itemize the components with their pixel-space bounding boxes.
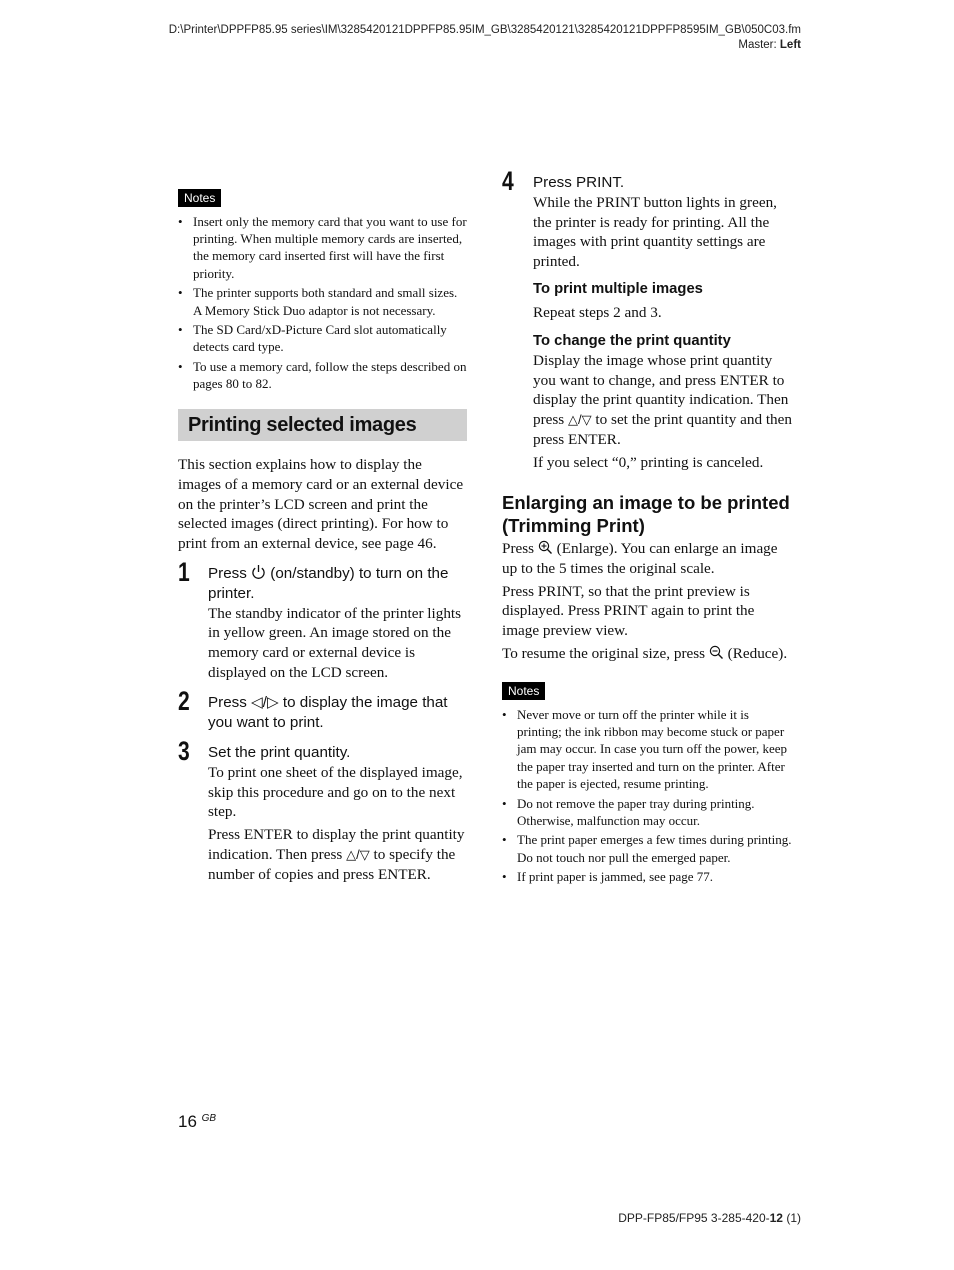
trim-paragraph-3: To resume the original size, press (Reduce). (502, 644, 788, 662)
master-value: Left (779, 39, 801, 51)
change-qty-cancel-note: If you select “0,” printing is canceled. (533, 453, 764, 471)
step-4-body: While the PRINT button lights in green, the printer is ready for printing. All the images with print quantity settings are printed. (533, 193, 777, 271)
step-number: 3 (178, 736, 190, 766)
header (169, 23, 801, 53)
step-3-body-1: To print one sheet of the displayed image, skip this procedure and go on to the next step. (208, 763, 463, 821)
step-4 (533, 173, 793, 473)
note-item: • The print paper emerges a few times during printing. Do not touch nor pull the emerged paper. (502, 832, 792, 865)
note-item: • If print paper is jammed, see page 77. (502, 869, 714, 885)
note-item: • The SD Card/xD-Picture Card slot automatically detects card type. (178, 322, 447, 355)
step-4-title: Press PRINT. (533, 174, 625, 191)
zoom-out-icon (709, 645, 724, 660)
step-number: 1 (178, 557, 190, 587)
intro-paragraph: This section explains how to display the images of a memory card or an external device on the printer’s LCD screen and print the selected images (direct printing). For how to print from an external device, see page 46. (178, 456, 464, 553)
zoom-in-icon (538, 540, 553, 555)
change-qty-body: Display the image whose print quantity you want to change, and press ENTER to display the print quantity indication. Then press △/▽ to set the print quantity and then press ENTER. (533, 351, 792, 448)
page-number: 16 $^{GB}$ (178, 1112, 217, 1131)
notes-list (502, 706, 794, 886)
left-column (178, 189, 468, 395)
step-number: 2 (178, 686, 190, 716)
step-3-title: Set the print quantity. (208, 744, 351, 761)
step-3 (208, 743, 470, 885)
step-3-body-2: Press ENTER to display the print quantity indication. Then press △/▽ to specify the number of copies and press ENTER. (208, 826, 465, 883)
file-path: D:\Printer\DPPFP85.95 series\IM\3285420121DPPFP85.95IM_GB\3285420121\3285420121DPPFP8595IM_GB\050C03.fm (168, 24, 801, 36)
section-title: Printing selected images (178, 409, 467, 441)
notes-list (178, 213, 468, 393)
left-right-arrows-icon: ◁/▷ (251, 694, 279, 711)
multi-print-body: Repeat steps 2 and 3. (533, 303, 662, 321)
note-item: • Do not remove the paper tray during printing. Otherwise, malfunction may occur. (502, 795, 755, 828)
trim-heading: Enlarging an image to be printed (Trimming Print) (502, 492, 790, 536)
model-code: DPP-FP85/FP95 3-285-420-12 (1) (618, 1211, 801, 1225)
change-qty-heading: To change the print quantity (533, 332, 731, 349)
note-item: • To use a memory card, follow the steps described on pages 80 to 82. (178, 359, 467, 392)
trim-paragraph-2: Press PRINT, so that the print preview is displayed. Press PRINT again to print the image preview view. (502, 582, 755, 640)
note-item: • Never move or turn off the printer while it is printing; the ink ribbon may become stuck or paper jam may occur. In case you turn off the power, keep the paper tray inserted and turn on the printer. After the paper is ejected, resume printing. (502, 707, 787, 791)
step-number: 4 (502, 166, 514, 196)
up-down-arrows-icon: △/▽ (568, 412, 592, 428)
trim-section (502, 539, 794, 664)
multi-print-heading: To print multiple images (533, 280, 703, 297)
trim-paragraph-1: Press (Enlarge). You can enlarge an image up to the 5 times the original scale. (502, 540, 778, 577)
step-1 (208, 564, 470, 683)
master-line: Master: Left (738, 39, 801, 51)
notes-badge: Notes (178, 189, 221, 207)
note-item: • Insert only the memory card that you want to use for printing. When multiple memory cards are inserted, the memory card inserted first will have the first priority. (178, 214, 467, 281)
notes-badge: Notes (502, 682, 545, 700)
step-1-title: Press (on/standby) to turn on the printer. (208, 565, 449, 602)
page-suffix: GB (201, 1113, 217, 1124)
up-down-arrows-icon: △/▽ (346, 846, 370, 862)
right-notes (502, 682, 794, 888)
note-item: • The printer supports both standard and small sizes. A Memory Stick Duo adaptor is not necessary. (178, 285, 458, 318)
power-icon (251, 564, 266, 580)
step-1-body: The standby indicator of the printer lights in yellow green. An image stored on the memory card or external device is displayed on the LCD screen. (208, 604, 462, 681)
step-2-title: Press ◁/▷ to display the image that you want to print. (208, 694, 448, 731)
